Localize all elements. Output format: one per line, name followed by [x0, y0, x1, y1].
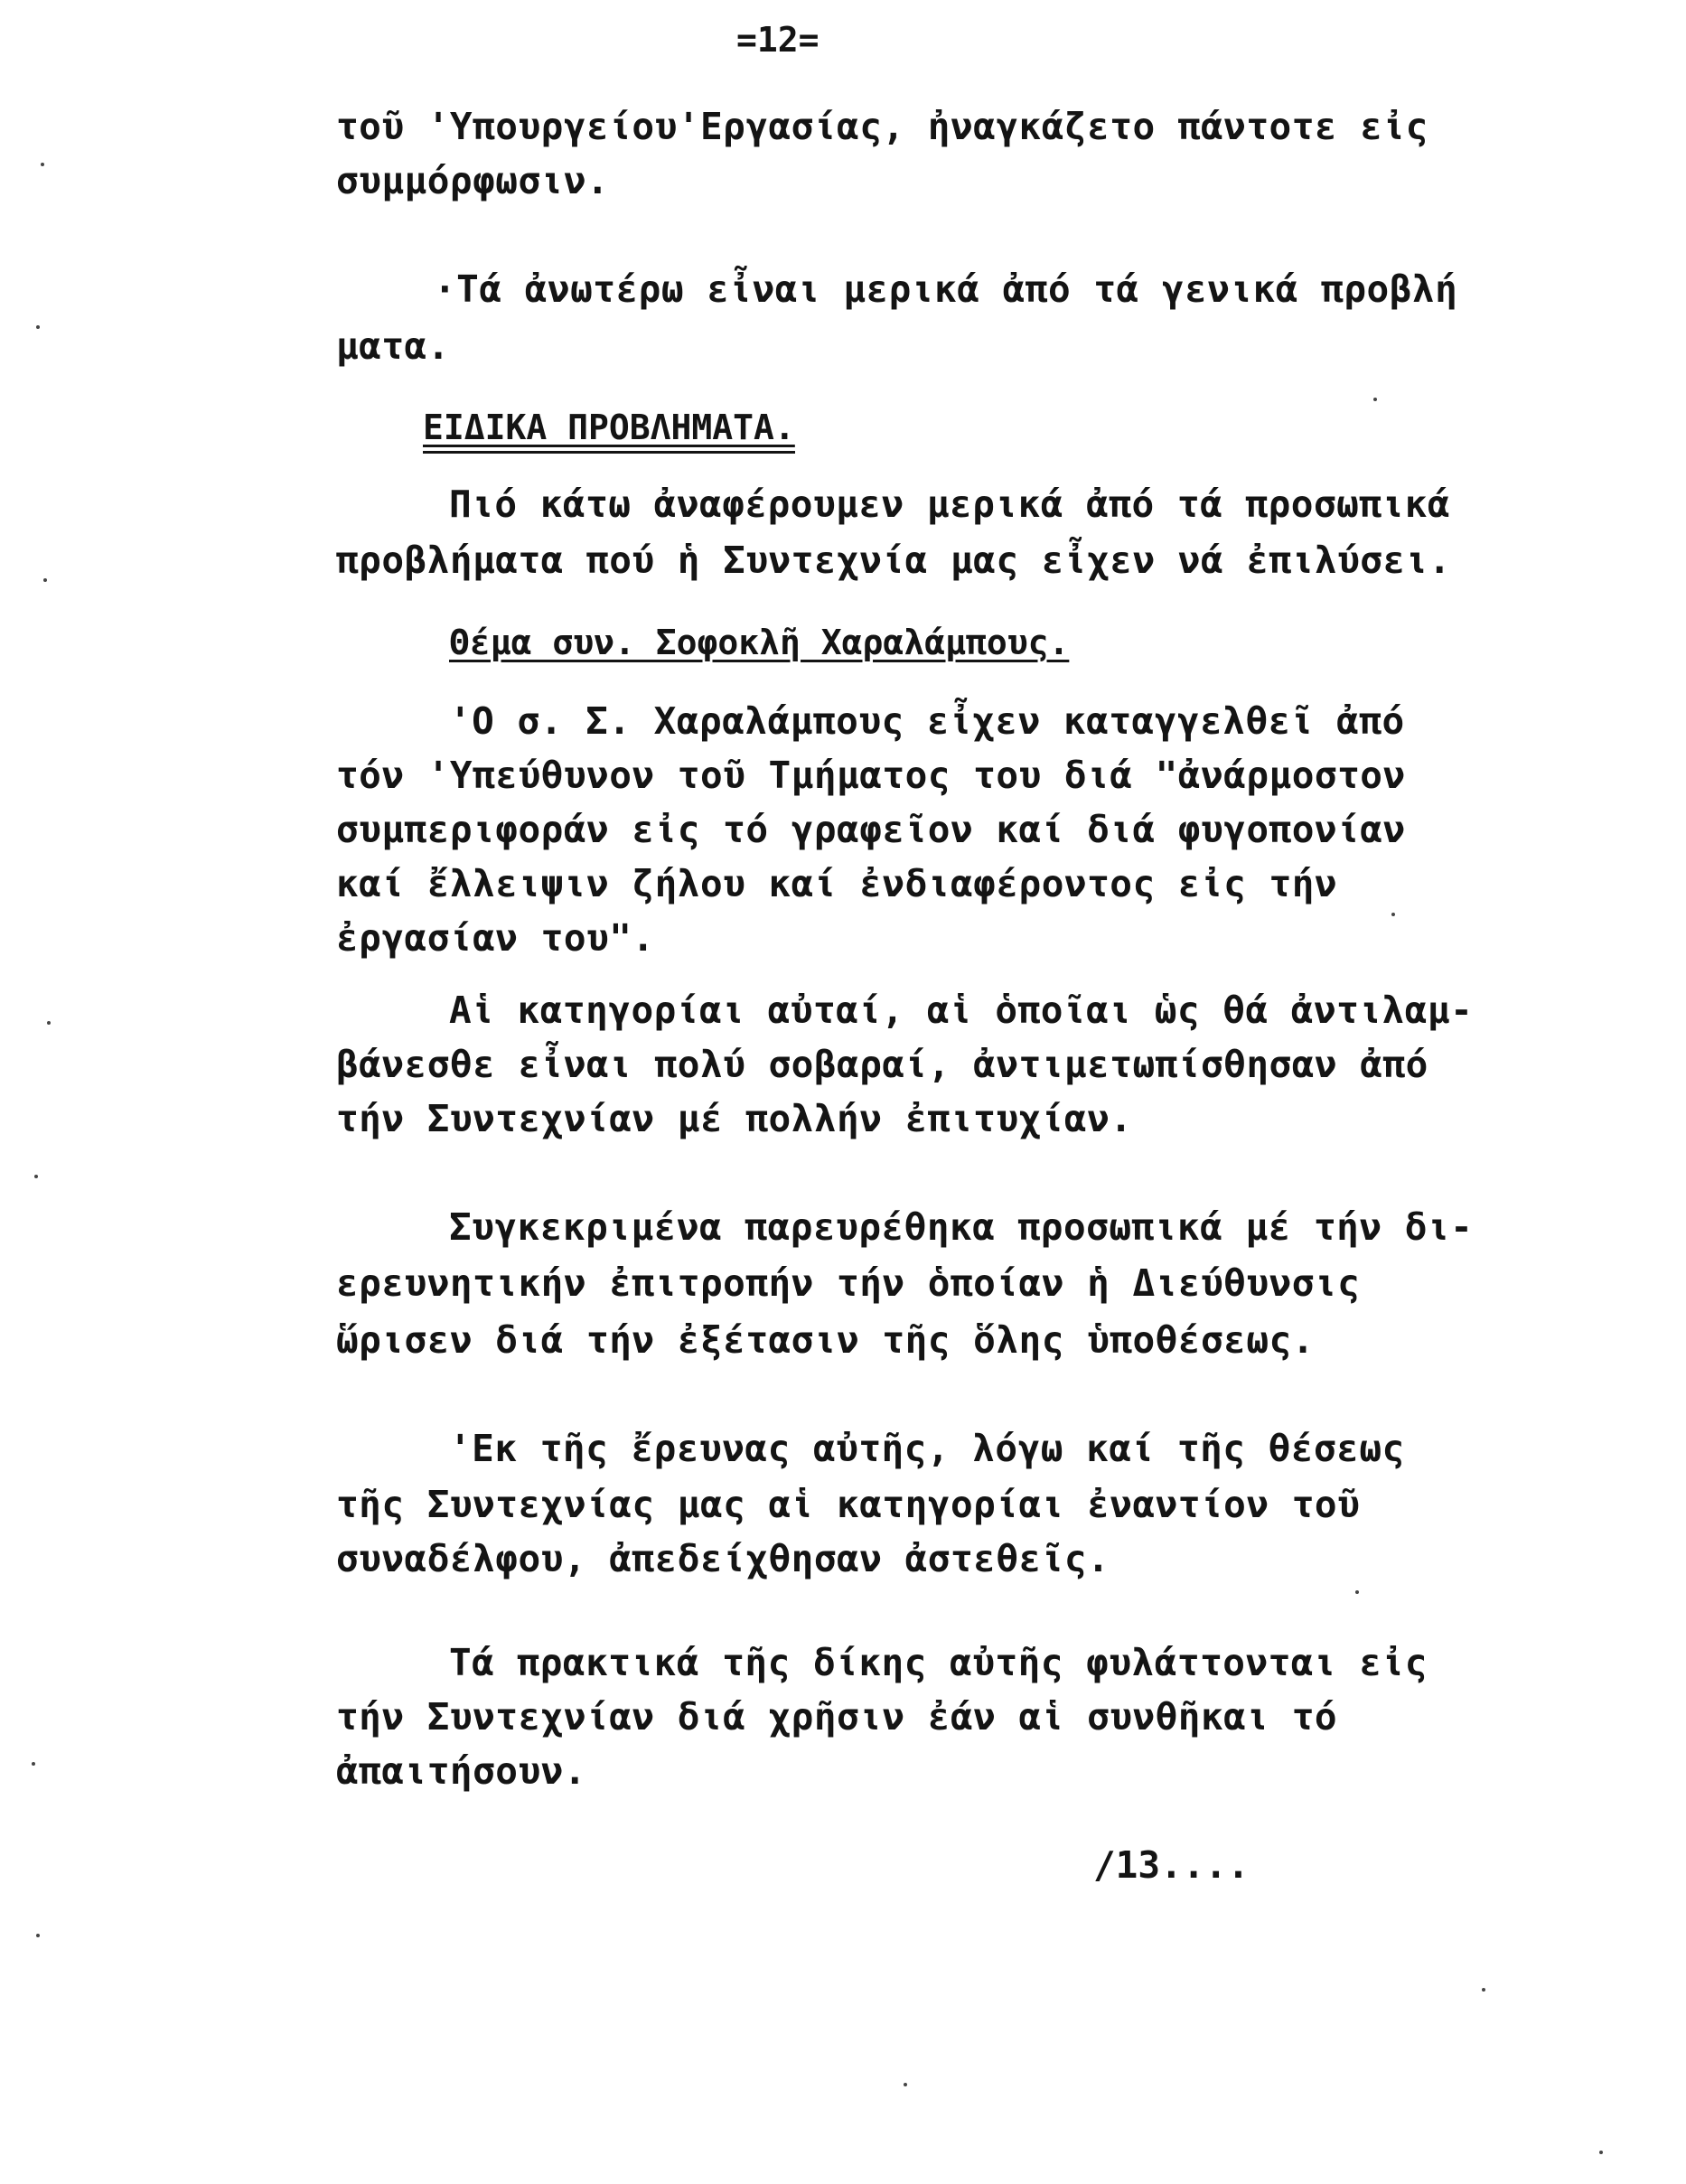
text-line: τῆς Συντεχνίας μας αἱ κατηγορίαι ἐναντίον τοῦ [336, 1483, 1361, 1526]
text-line: ·Τά ἀνωτέρω εἶναι μερικά ἀπό τά γενικά προβλή [434, 267, 1458, 311]
text-line: συναδέλφου, ἀπεδείχθησαν ἀστεθεῖς. [336, 1537, 1110, 1580]
text-line: Συγκεκριμένα παρευρέθηκα προσωπικά μέ τήν δι- [449, 1205, 1474, 1249]
text-line: Αἱ κατηγορίαι αὐταί, αἱ ὁποῖαι ὡς θά ἀντιλαμ- [449, 989, 1474, 1032]
scan-speck [1355, 1590, 1359, 1594]
text-line: συμπεριφοράν εἰς τό γραφεῖον καί διά φυγοπονίαν [336, 808, 1406, 851]
page-number: =12= [736, 20, 820, 60]
text-line: 'Ο σ. Σ. Χαραλάμπους εἶχεν καταγγελθεῖ ἀπό [449, 699, 1405, 743]
scan-speck [1599, 2151, 1603, 2154]
text-line: καί ἔλλειψιν ζήλου καί ἐνδιαφέροντος εἰς τήν [336, 862, 1338, 905]
text-line: ερευνητικήν ἐπιτροπήν τήν ὁποίαν ἡ Διεύθυνσις [336, 1261, 1361, 1305]
text-line: ἀπαιτήσουν. [336, 1749, 587, 1793]
text-line: προβλήματα πού ἡ Συντεχνία μας εἶχεν νά ἐπιλύσει. [336, 539, 1452, 582]
subsection-heading: Θέμα συν. Σοφοκλῆ Χαραλάμπους. [449, 623, 1070, 662]
scan-speck [43, 578, 47, 582]
section-heading: ΕΙΔΙΚΑ ΠΡΟΒΛΗΜΑΤΑ. [423, 404, 795, 454]
text-line: τοῦ 'Υπουργείου'Εργασίας, ἠναγκάζετο πάντοτε εἰς [336, 105, 1428, 148]
scan-speck [32, 1762, 35, 1766]
scan-speck [36, 325, 40, 329]
scan-speck [34, 1175, 38, 1178]
text-line: τόν 'Υπεύθυνον τοῦ Τμήματος του διά "ἀνάρμοστον [336, 754, 1406, 797]
scan-speck [1373, 398, 1377, 401]
text-line: τήν Συντεχνίαν μέ πολλήν ἐπιτυχίαν. [336, 1097, 1133, 1140]
scan-speck [904, 2083, 907, 2086]
continuation-marker: /13.... [1093, 1843, 1250, 1887]
text-line: 'Εκ τῆς ἔρευνας αὐτῆς, λόγω καί τῆς θέσεως [449, 1427, 1405, 1470]
text-line: τήν Συντεχνίαν διά χρῆσιν ἐάν αἱ συνθῆκαι τό [336, 1695, 1338, 1739]
text-line: ὥρισεν διά τήν ἐξέτασιν τῆς ὅλης ὑποθέσεως. [336, 1318, 1315, 1362]
text-line: συμμόρφωσιν. [336, 159, 610, 202]
scan-speck [1391, 913, 1395, 916]
text-line: ματα. [336, 324, 450, 368]
text-line: βάνεσθε εἶναι πολύ σοβαραί, ἀντιμετωπίσθησαν ἀπό [336, 1043, 1428, 1086]
text-line: Τά πρακτικά τῆς δίκης αὐτῆς φυλάττονται εἰς [449, 1641, 1428, 1684]
scan-speck [36, 1934, 40, 1937]
scan-speck [47, 1021, 51, 1025]
text-line: Πιό κάτω ἀναφέρουμεν μερικά ἀπό τά προσωπικά [449, 483, 1451, 526]
scan-speck [1482, 1988, 1485, 1992]
text-line: ἐργασίαν του". [336, 916, 655, 960]
scan-speck [41, 163, 44, 166]
